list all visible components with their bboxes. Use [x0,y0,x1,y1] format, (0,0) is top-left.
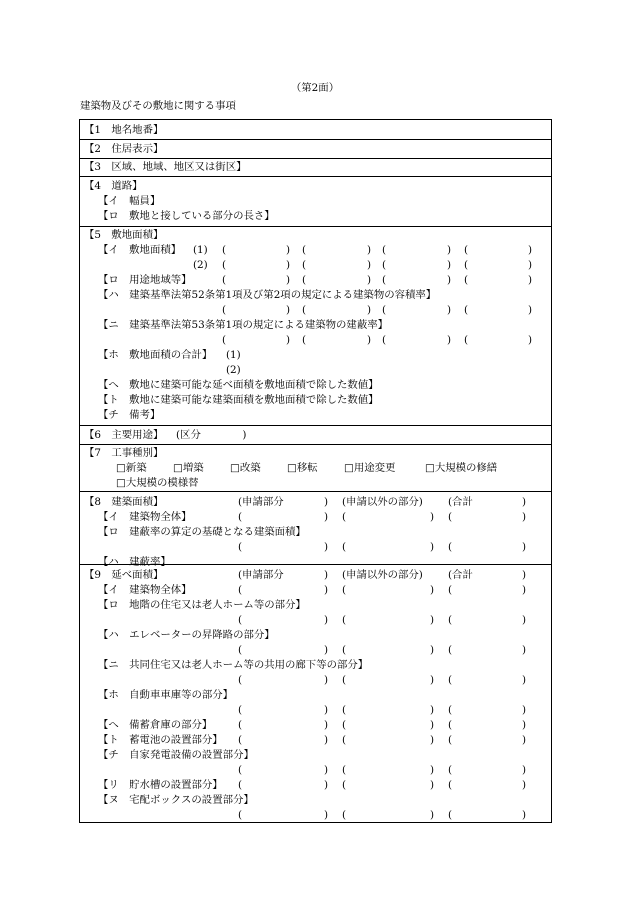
paren-open: ( [342,704,347,716]
paren-open: ( [222,244,227,256]
paren-open: ( [222,259,227,271]
paren-close: ) [528,334,533,346]
paren-open: ( [448,779,453,791]
field-road-frontage: 【ロ 敷地と接している部分の長さ】 [98,210,275,222]
field-generator-area: 【チ 自家発電設備の設置部分】 [98,749,254,761]
paren-close: ) [430,734,435,746]
paren-open: ( [238,764,243,776]
field-work-type: 【7 工事種別】 [84,447,164,459]
row-divider [80,139,551,140]
paren-open: ( [382,274,387,286]
paren-open: ( [238,674,243,686]
row-number: (1) [193,244,208,256]
paren-open: ( [342,614,347,626]
paren-open: ( [238,704,243,716]
paren-close: ) [528,274,533,286]
field-common-corridor: 【ニ 共同住宅又は老人ホーム等の共用の廊下等の部分】 [98,659,369,671]
row-number: (2) [226,364,241,376]
paren-open: ( [302,334,307,346]
paren-open: ( [342,511,347,523]
checkbox-extension[interactable]: □増築 [173,462,204,474]
field-zone-district: 【3 区域、地域、地区又は街区】 [84,161,247,173]
field-water-tank-area: 【リ 貯水槽の設置部分】 [98,779,223,791]
paren-open: ( [382,244,387,256]
field-total-floor-area: 【9 延べ面積】 [84,569,164,581]
field-storage-warehouse: 【へ 備蓄倉庫の部分】 [98,719,213,731]
paren-close: ) [430,644,435,656]
paren-open: ( [222,304,227,316]
paren-close: ) [286,304,291,316]
row-number: (2) [193,259,208,271]
paren-open: ( [448,584,453,596]
paren-close: ) [430,779,435,791]
field-main-use: 【6 主要用途】 [84,429,164,441]
field-site-area-sub: 【イ 敷地面積】 [98,244,182,256]
paren-open: ( [464,259,469,271]
paren-open: ( [448,809,453,821]
paren-open: ( [302,259,307,271]
paren-close: ) [528,244,533,256]
field-allowable-floor-ratio: 【へ 敷地に建築可能な延べ面積を敷地面積で除した数値】 [98,379,379,391]
paren-close: ) [324,584,329,596]
section-heading: 建築物及びその敷地に関する事項 [80,100,236,112]
paren-open: ( [302,304,307,316]
paren-close: ) [522,644,527,656]
paren-close: ) [430,614,435,626]
paren-close: ) [522,719,527,731]
paren-open: ( [382,334,387,346]
page-number: （第2面） [290,82,340,94]
field-coverage-rate: 【ハ 建蔽率】 [98,556,171,568]
paren-open: ( [448,541,453,553]
paren-open: ( [238,644,243,656]
row-number: (1) [226,349,241,361]
paren-open: ( [238,541,243,553]
paren-close: ) [528,259,533,271]
paren-open: ( [302,274,307,286]
paren-close: ) [286,274,291,286]
paren-close: ) [324,704,329,716]
paren-open: ( [342,674,347,686]
paren-close: ) [324,809,329,821]
paren-close: ) [447,244,452,256]
paren-open: ( [342,764,347,776]
col-header-other: (申請以外の部分) [342,496,423,508]
checkbox-major-repair[interactable]: □大規模の修繕 [425,462,498,474]
row-divider [80,226,551,227]
field-building-area-total: 【イ 建築物全体】 [98,511,192,523]
field-use-district: 【ロ 用途地域等】 [98,274,192,286]
paren-close: ) [447,304,452,316]
paren-open: ( [238,614,243,626]
field-road-width: 【イ 幅員】 [98,195,161,207]
form-table [79,119,552,823]
paren-open: ( [448,644,453,656]
checkbox-major-remodel[interactable]: □大規模の模様替 [116,477,199,489]
checkbox-new-construction[interactable]: □新築 [116,462,147,474]
paren-open: ( [222,334,227,346]
paren-open: ( [238,809,243,821]
col-header-applied: (申請部分 [238,569,284,581]
paren-close: ) [430,511,435,523]
paren-close: ) [324,569,329,581]
paren-close: ) [522,809,527,821]
row-divider [80,176,551,177]
paren-close: ) [324,511,329,523]
paren-close: ) [430,719,435,731]
field-allowable-building-ratio: 【ト 敷地に建築可能な建築面積を敷地面積で除した数値】 [98,394,379,406]
paren-open: ( [448,674,453,686]
field-coverage-ratio: 【ニ 建築基準法第53条第1項の規定による建築物の建蔽率】 [98,319,388,331]
paren-close: ) [367,274,372,286]
paren-open: ( [238,779,243,791]
paren-close: ) [324,764,329,776]
paren-close: ) [324,614,329,626]
paren-close: ) [447,259,452,271]
checkbox-change-of-use[interactable]: □用途変更 [344,462,396,474]
col-header-total: (合計 [448,496,473,508]
paren-close: ) [522,584,527,596]
paren-open: ( [448,764,453,776]
paren-open: ( [342,719,347,731]
paren-close: ) [324,779,329,791]
field-building-area: 【8 建築面積】 [84,496,164,508]
paren-close: ) [324,644,329,656]
paren-open: ( [464,334,469,346]
paren-open: ( [302,244,307,256]
field-site-area: 【5 敷地面積】 [84,229,164,241]
paren-close: ) [430,704,435,716]
checkbox-rebuild[interactable]: □改築 [230,462,261,474]
paren-open: ( [238,719,243,731]
paren-close: ) [324,496,329,508]
paren-open: ( [448,734,453,746]
col-header-total: (合計 [448,569,473,581]
col-header-applied: (申請部分 [238,496,284,508]
checkbox-relocation[interactable]: □移転 [287,462,318,474]
paren-open: ( [238,734,243,746]
row-divider [80,491,551,492]
paren-close: ) [324,674,329,686]
field-road: 【4 道路】 [84,180,143,192]
paren-open: ( [448,719,453,731]
paren-close: ) [286,244,291,256]
field-battery-area: 【ト 蓄電池の設置部分】 [98,734,223,746]
field-garage: 【ホ 自動車車庫等の部分】 [98,689,234,701]
paren-open: ( [464,274,469,286]
paren-open: ( [448,511,453,523]
field-floor-area-whole: 【イ 建築物全体】 [98,584,192,596]
paren-close: ) [522,541,527,553]
field-main-use-category: (区分 ) [176,429,247,441]
paren-close: ) [324,734,329,746]
paren-open: ( [382,304,387,316]
paren-close: ) [430,584,435,596]
field-coverage-base-area: 【ロ 建蔽率の算定の基礎となる建築面積】 [98,526,306,538]
field-basement-residential: 【ロ 地階の住宅又は老人ホーム等の部分】 [98,599,306,611]
paren-close: ) [324,719,329,731]
paren-close: ) [367,244,372,256]
col-header-other: (申請以外の部分) [342,569,423,581]
paren-close: ) [286,259,291,271]
paren-open: ( [464,244,469,256]
paren-open: ( [382,259,387,271]
paren-open: ( [342,584,347,596]
paren-close: ) [447,334,452,346]
paren-close: ) [522,734,527,746]
paren-close: ) [430,674,435,686]
paren-close: ) [522,764,527,776]
field-floor-area-ratio: 【ハ 建築基準法第52条第1項及び第2項の規定による建築物の容積率】 [98,289,437,301]
paren-close: ) [324,541,329,553]
paren-close: ) [367,304,372,316]
row-divider [80,444,551,445]
paren-close: ) [528,304,533,316]
paren-open: ( [342,779,347,791]
paren-open: ( [464,304,469,316]
paren-close: ) [522,614,527,626]
field-lot-number: 【1 地名地番】 [84,124,164,136]
paren-close: ) [522,779,527,791]
paren-open: ( [342,541,347,553]
paren-close: ) [522,704,527,716]
paren-close: ) [430,809,435,821]
paren-open: ( [222,274,227,286]
paren-open: ( [238,584,243,596]
paren-close: ) [522,511,527,523]
paren-open: ( [342,809,347,821]
paren-close: ) [430,764,435,776]
field-elevator-shaft: 【ハ エレベーターの昇降路の部分】 [98,629,275,641]
field-delivery-box-area: 【ヌ 宅配ボックスの設置部分】 [98,794,254,806]
paren-close: ) [430,541,435,553]
paren-open: ( [238,511,243,523]
row-divider [80,425,551,426]
paren-open: ( [342,734,347,746]
paren-open: ( [342,644,347,656]
paren-close: ) [286,334,291,346]
paren-open: ( [448,614,453,626]
field-site-area-total: 【ホ 敷地面積の合計】 [98,349,213,361]
field-address-display: 【2 住居表示】 [84,143,164,155]
paren-open: ( [448,704,453,716]
paren-close: ) [367,334,372,346]
row-divider [80,158,551,159]
paren-close: ) [522,674,527,686]
paren-close: ) [367,259,372,271]
paren-close: ) [522,496,527,508]
paren-close: ) [447,274,452,286]
paren-close: ) [522,569,527,581]
field-remarks: 【チ 備考】 [98,409,161,421]
